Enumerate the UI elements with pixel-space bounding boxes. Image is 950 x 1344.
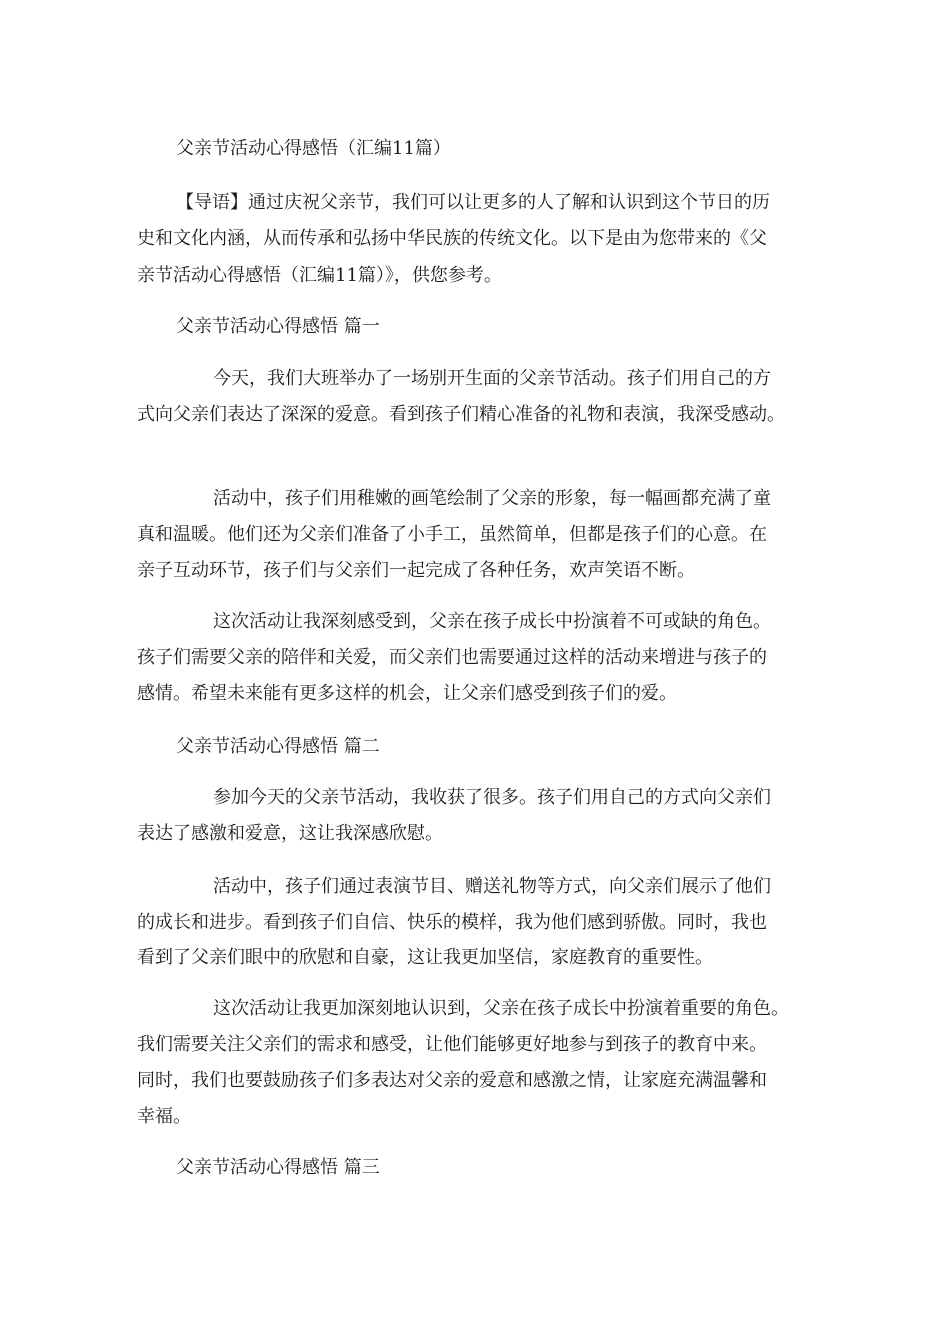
- section-heading-2: 父亲节活动心得感悟 篇二: [176, 736, 380, 757]
- intro-line: 史和文化内涵，从而传承和弘扬中华民族的传统文化。以下是由为您带来的《父: [137, 228, 767, 249]
- document-title: 父亲节活动心得感悟（汇编11篇）: [176, 138, 451, 159]
- paragraph-line: 这次活动让我更加深刻地认识到，父亲在孩子成长中扮演着重要的角色。: [213, 998, 789, 1019]
- paragraph-line: 亲子互动环节，孩子们与父亲们一起完成了各种任务，欢声笑语不断。: [137, 560, 695, 581]
- paragraph-line: 孩子们需要父亲的陪伴和关爱，而父亲们也需要通过这样的活动来增进与孩子的: [137, 647, 767, 668]
- paragraph-line: 活动中，孩子们用稚嫩的画笔绘制了父亲的形象，每一幅画都充满了童: [213, 488, 771, 509]
- paragraph-line: 表达了感激和爱意，这让我深感欣慰。: [137, 823, 443, 844]
- paragraph-line: 同时，我们也要鼓励孩子们多表达对父亲的爱意和感激之情，让家庭充满温馨和: [137, 1070, 767, 1091]
- paragraph-line: 今天，我们大班举办了一场别开生面的父亲节活动。孩子们用自己的方: [213, 368, 771, 389]
- paragraph-line: 真和温暖。他们还为父亲们准备了小手工，虽然简单，但都是孩子们的心意。在: [137, 524, 767, 545]
- intro-line: 【导语】通过庆祝父亲节，我们可以让更多的人了解和认识到这个节日的历: [176, 192, 770, 213]
- paragraph-line: 我们需要关注父亲们的需求和感受，让他们能够更好地参与到孩子的教育中来。: [137, 1034, 767, 1055]
- paragraph-line: 幸福。: [137, 1106, 191, 1127]
- section-heading-1: 父亲节活动心得感悟 篇一: [176, 316, 380, 337]
- paragraph-line: 参加今天的父亲节活动，我收获了很多。孩子们用自己的方式向父亲们: [213, 787, 771, 808]
- paragraph-line: 这次活动让我深刻感受到，父亲在孩子成长中扮演着不可或缺的角色。: [213, 611, 771, 632]
- paragraph-line: 活动中，孩子们通过表演节目、赠送礼物等方式，向父亲们展示了他们: [213, 876, 771, 897]
- intro-line: 亲节活动心得感悟（汇编11篇）》，供您参考。: [137, 265, 502, 286]
- paragraph-line: 感情。希望未来能有更多这样的机会，让父亲们感受到孩子们的爱。: [137, 683, 677, 704]
- paragraph-line: 看到了父亲们眼中的欣慰和自豪，这让我更加坚信，家庭教育的重要性。: [137, 947, 713, 968]
- section-heading-3: 父亲节活动心得感悟 篇三: [176, 1157, 380, 1178]
- paragraph-line: 式向父亲们表达了深深的爱意。看到孩子们精心准备的礼物和表演，我深受感动。: [137, 404, 785, 425]
- paragraph-line: 的成长和进步。看到孩子们自信、快乐的模样，我为他们感到骄傲。同时，我也: [137, 912, 767, 933]
